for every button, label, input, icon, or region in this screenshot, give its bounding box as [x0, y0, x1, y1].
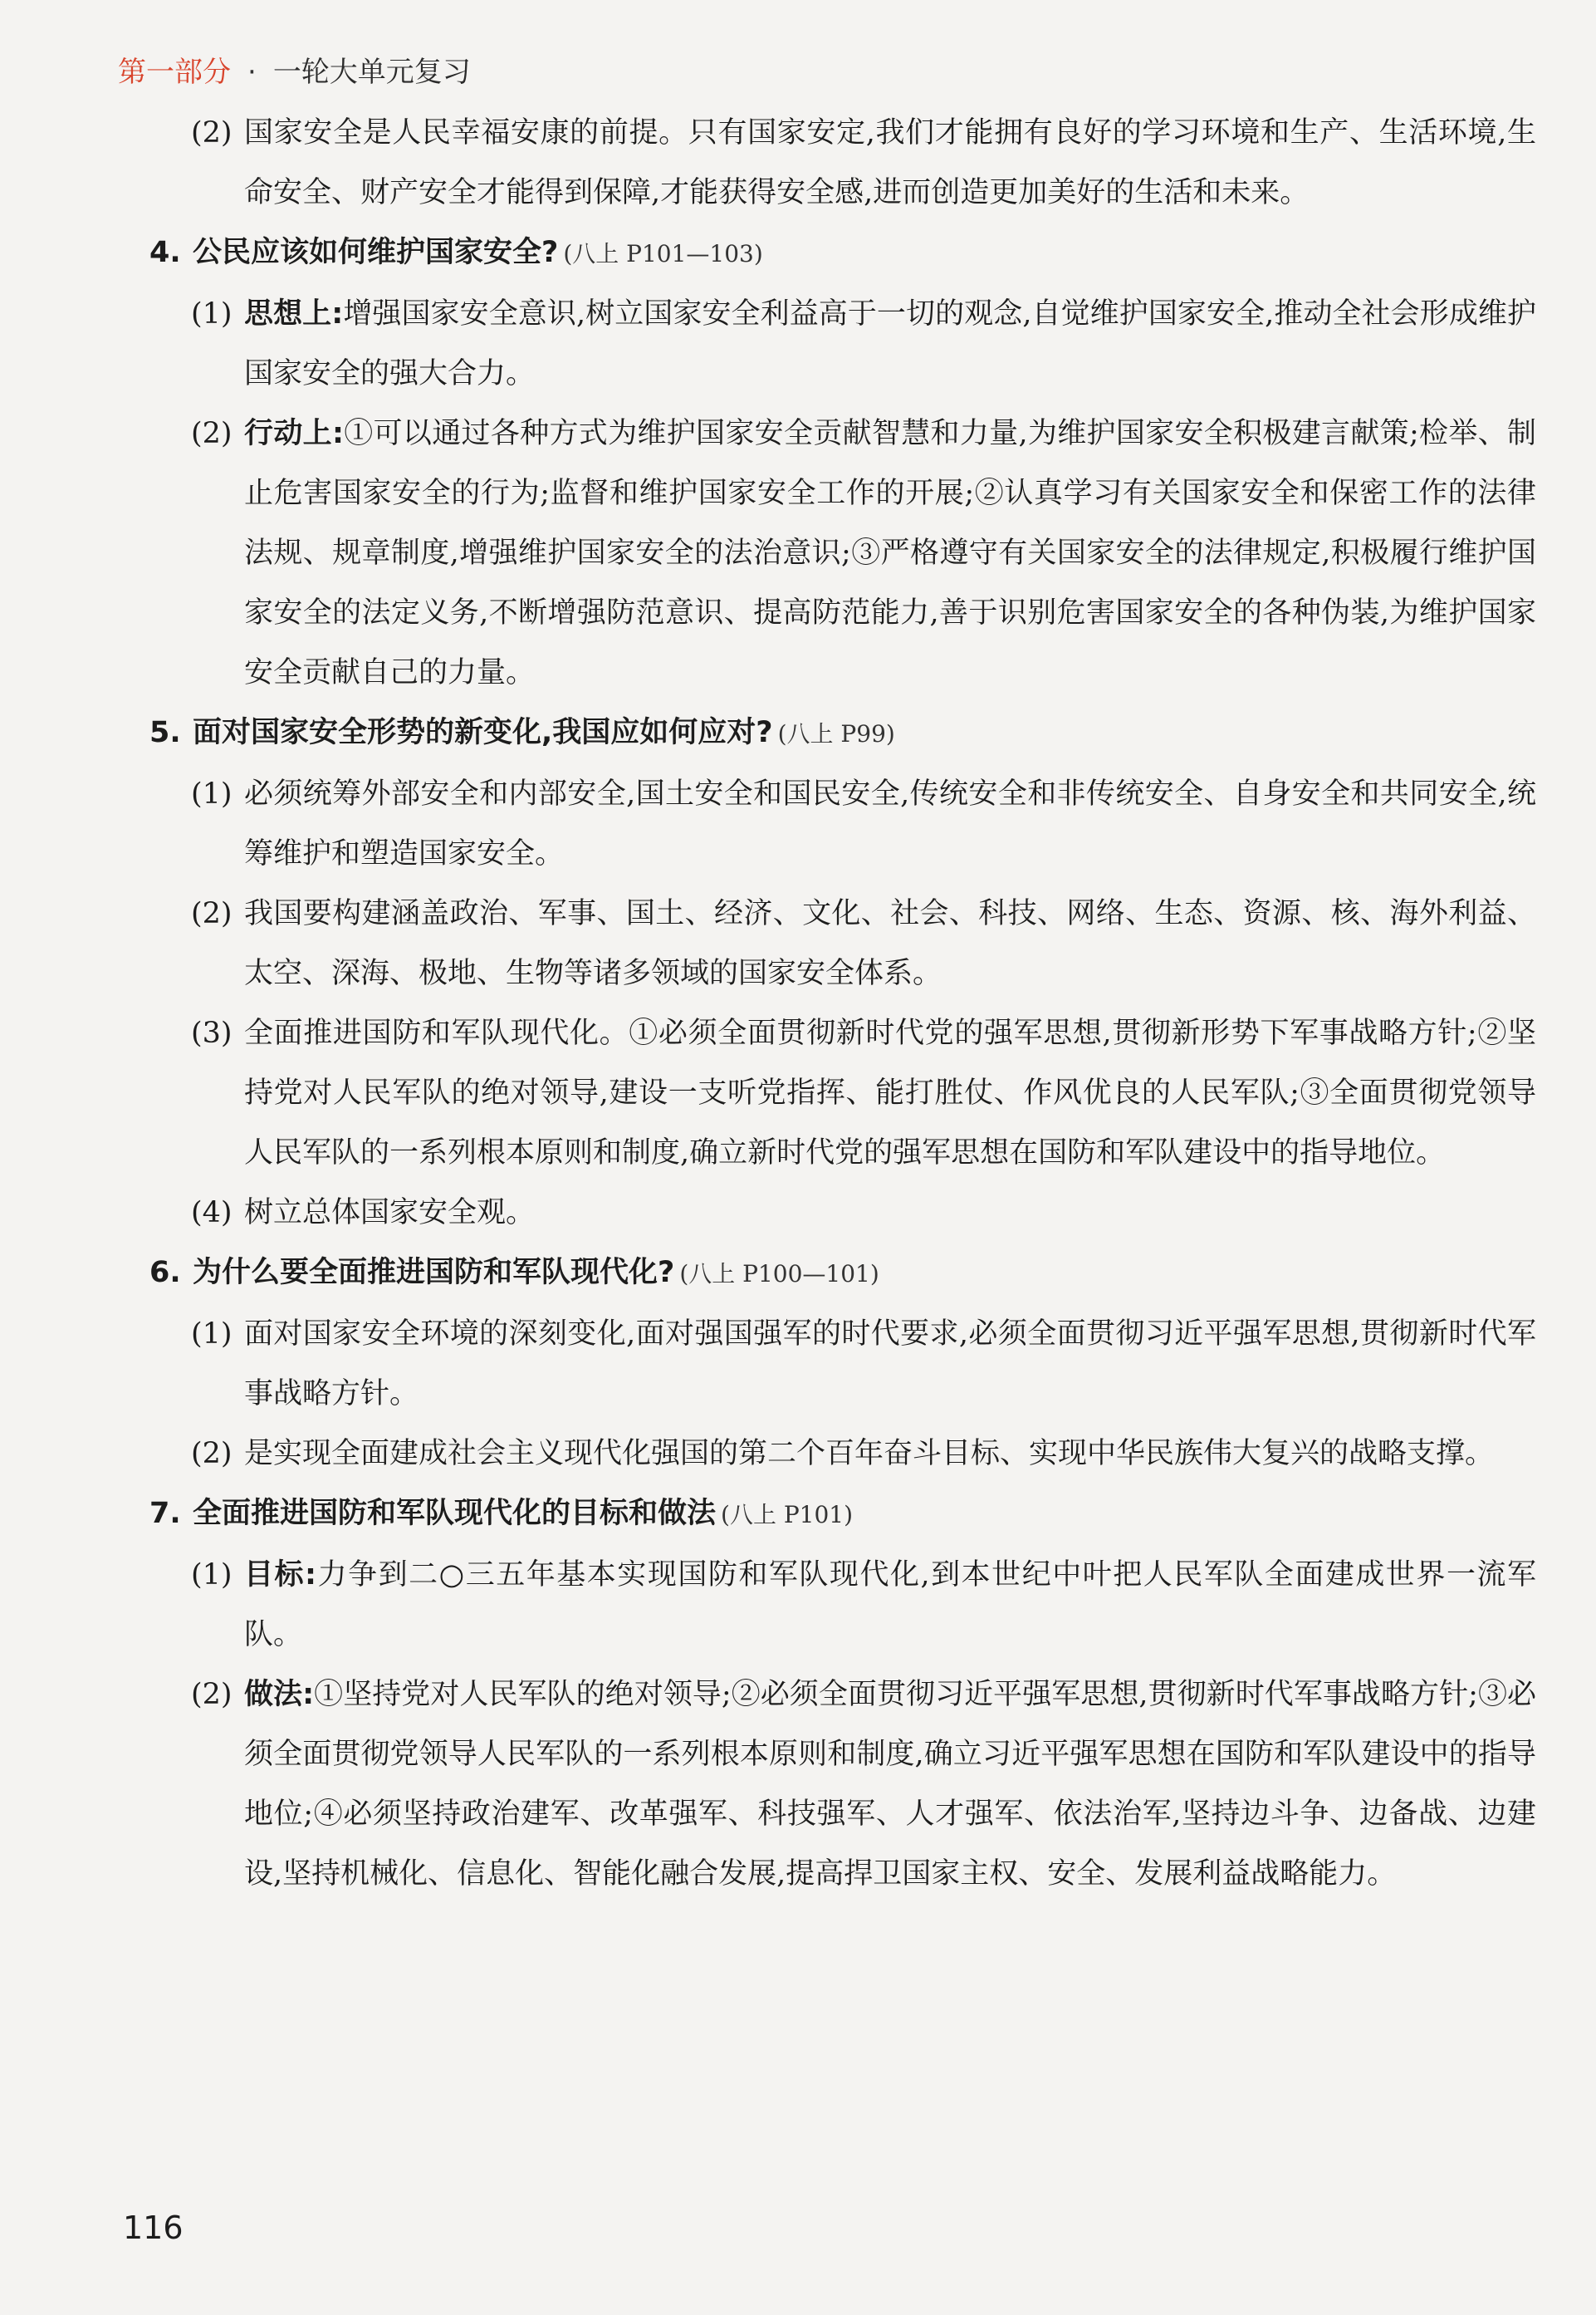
item-label: (3) [191, 1017, 233, 1050]
page-header [118, 51, 471, 93]
question-block [149, 703, 1536, 1243]
item-text: 必须统筹外部安全和内部安全,国土安全和国民安全,传统安全和非传统安全、自身安全和共同安全,统筹维护和塑造国家安全。 [244, 777, 1536, 871]
list-item [191, 284, 1536, 404]
item-label: (1) [191, 777, 233, 811]
header-unit: 一轮大单元复习 [272, 56, 471, 89]
item-text: 国家安全是人民幸福安康的前提。只有国家安定,我们才能拥有良好的学习环境和生产、生活环境,生命安全、财产安全才能得到保障,才能获得安全感,进而创造更加美好的生活和未来。 [244, 116, 1536, 209]
list-item [191, 884, 1536, 1003]
page-content [149, 103, 1536, 1904]
question-block [149, 223, 1536, 703]
question-title [149, 703, 1536, 764]
item-text [244, 284, 1536, 404]
item-text: 树立总体国家安全观。 [244, 1196, 536, 1229]
list-item [191, 404, 1536, 703]
header-part: 第一部分 [118, 56, 231, 89]
item-text: 我国要构建涵盖政治、军事、国土、经济、文化、社会、科技、网络、生态、资源、核、海外利益、太空、深海、极地、生物等诸多领域的国家安全体系。 [244, 897, 1536, 990]
question-reference: (八上 P101—103) [563, 240, 763, 267]
page-number: 116 [123, 2210, 184, 2246]
list-item [191, 1665, 1536, 1904]
list-item [191, 1424, 1536, 1484]
item-label: (2) [191, 897, 233, 930]
list-item [191, 1304, 1536, 1424]
item-body: 力争到二○三五年基本实现国防和军队现代化,到本世纪中叶把人民军队全面建成世界一流军队。 [244, 1558, 1537, 1651]
question-number: 7. [149, 1497, 181, 1530]
list-item [191, 1545, 1536, 1665]
item-text [244, 1545, 1536, 1665]
question-text: 面对国家安全形势的新变化,我国应如何应对? [193, 716, 773, 749]
question-text: 公民应该如何维护国家安全? [193, 236, 559, 269]
item-text [244, 404, 1536, 703]
question-number: 5. [149, 716, 181, 749]
item-body: ①坚持党对人民军队的绝对领导;②必须全面贯彻习近平强军思想,贯彻新时代军事战略方针;③必须全面贯彻党领导人民军队的一系列根本原则和制度,确立习近平强军思想在国防和军队建设中的指导地位;④必须坚持政治建军、改革强军、科技强军、人才强军、依法治军,坚持边斗争、边备战、边建设,坚持机械化、信息化、智能化融合发展,提高捍卫国家主权、安全、发展利益战略能力。 [244, 1678, 1537, 1891]
item-lead: 目标: [244, 1558, 317, 1592]
item-label: (1) [191, 297, 233, 331]
question-title [149, 1484, 1536, 1545]
header-dot: · [247, 56, 257, 89]
item-text: 面对国家安全环境的深刻变化,面对强国强军的时代要求,必须全面贯彻习近平强军思想,贯彻新时代军事战略方针。 [244, 1317, 1536, 1410]
question-reference: (八上 P101) [721, 1501, 854, 1528]
list-item [191, 1183, 1536, 1243]
list-item [191, 764, 1536, 884]
item-text [244, 1665, 1536, 1904]
list-item [191, 1003, 1536, 1183]
item-label: (2) [191, 1678, 233, 1711]
question-title [149, 1243, 1536, 1304]
item-lead: 行动上: [244, 417, 344, 450]
question-number: 6. [149, 1256, 181, 1289]
question-reference: (八上 P99) [777, 720, 895, 748]
item-label: (2) [191, 116, 233, 150]
item-label: (2) [191, 417, 233, 450]
item-text: 是实现全面建成社会主义现代化强国的第二个百年奋斗目标、实现中华民族伟大复兴的战略支撑。 [244, 1437, 1495, 1470]
item-label: (4) [191, 1196, 233, 1229]
question-title [149, 223, 1536, 284]
item-label: (2) [191, 1437, 233, 1470]
question-reference: (八上 P100—101) [679, 1260, 879, 1287]
item-lead: 思想上: [244, 297, 344, 331]
item-body: 增强国家安全意识,树立国家安全利益高于一切的观念,自觉维护国家安全,推动全社会形成维护国家安全的强大合力。 [244, 297, 1536, 390]
item-lead: 做法: [244, 1678, 315, 1711]
question-block [149, 1484, 1536, 1904]
question-block [149, 1243, 1536, 1484]
question-number: 4. [149, 236, 181, 269]
item-text: 全面推进国防和军队现代化。①必须全面贯彻新时代党的强军思想,贯彻新形势下军事战略方针;②坚持党对人民军队的绝对领导,建设一支听党指挥、能打胜仗、作风优良的人民军队;③全面贯彻党领导人民军队的一系列根本原则和制度,确立新时代党的强军思想在国防和军队建设中的指导地位。 [244, 1017, 1536, 1170]
item-label: (1) [191, 1317, 233, 1351]
item-label: (1) [191, 1558, 233, 1592]
item-body: ①可以通过各种方式为维护国家安全贡献智慧和力量,为维护国家安全积极建言献策;检举、制止危害国家安全的行为;监督和维护国家安全工作的开展;②认真学习有关国家安全和保密工作的法律法规、规章制度,增强维护国家安全的法治意识;③严格遵守有关国家安全的法律规定,积极履行维护国家安全的法定义务,不断增强防范意识、提高防范能力,善于识别危害国家安全的各种伪装,为维护国家安全贡献自己的力量。 [244, 417, 1536, 689]
question-text: 为什么要全面推进国防和军队现代化? [193, 1256, 675, 1289]
list-item [191, 103, 1536, 223]
question-text: 全面推进国防和军队现代化的目标和做法 [193, 1497, 717, 1530]
